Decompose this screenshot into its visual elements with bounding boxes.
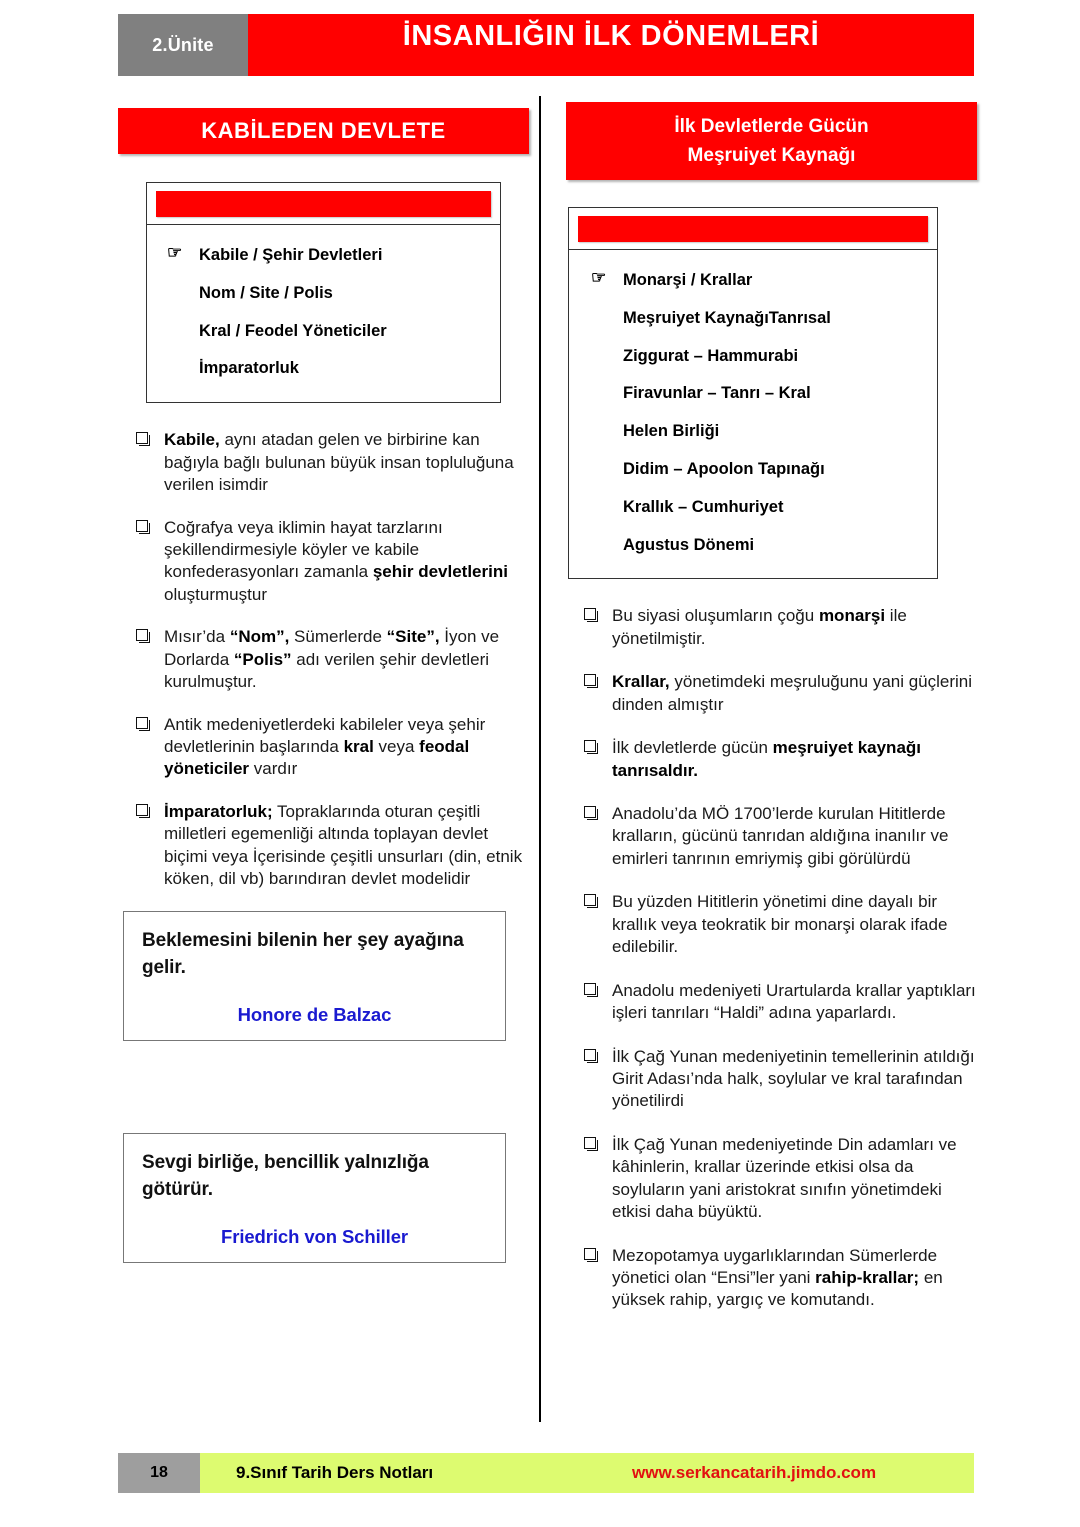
list-item-label: Nom / Site / Polis: [199, 283, 333, 302]
bullet-text: Antik medeniyetlerdeki kabileler veya şehir devletlerinin başlarında kral veya feodal yöneticiler vardır: [164, 714, 486, 779]
right-section-banner: [566, 102, 977, 180]
left-box-red-bar: [156, 191, 491, 217]
right-bullet-list: [566, 605, 978, 1312]
bullet-item: [566, 891, 978, 958]
list-item-label: Helen Birliği: [623, 422, 720, 441]
list-item-label: Agustus Dönemi: [623, 535, 755, 554]
quote-author: Friedrich von Schiller: [221, 1225, 408, 1247]
unit-badge: 2.Ünite: [118, 14, 248, 76]
bullet-text: İlk Çağ Yunan medeniyetinde Din adamları ve kâhinlerin, krallar üzerinde etkisi olsa da soyluların yani aristokrat sınıfın yönetimdeki etkisi daha büyüktü.: [612, 1134, 957, 1222]
checkbox-bullet-icon: [584, 806, 596, 818]
bullet-item: [566, 803, 978, 870]
quote-spacer: [118, 1041, 530, 1133]
list-item-label: Meşruiyet KaynağıTanrısal: [623, 308, 831, 327]
checkbox-bullet-icon: [136, 432, 148, 444]
checkbox-bullet-icon: [136, 804, 148, 816]
list-item: [155, 237, 492, 275]
right-column: [566, 102, 978, 1333]
checkbox-bullet-icon: [584, 894, 596, 906]
bullet-item: [118, 429, 530, 496]
bullet-text: Mısır’da “Nom”, Sümerlerde “Site”, İyon ve Dorlarda “Polis” adı verilen şehir devletleri kurulmuştur.: [164, 627, 500, 692]
column-divider: [539, 96, 541, 1422]
bullet-text: Bu yüzden Hititlerin yönetimi dine dayalı bir krallık veya teokratik bir monarşi olarak ifade edilebilir.: [612, 892, 948, 957]
right-banner-line-1: İlk Devletlerde Gücün: [674, 115, 869, 137]
bullet-text: Krallar, yönetimdeki meşruluğunu yani güçlerini dinden almıştır: [612, 672, 973, 714]
checkbox-bullet-icon: [584, 608, 596, 620]
pointing-hand-icon: ☞: [591, 268, 607, 287]
bullet-item: [118, 801, 530, 891]
list-item: [577, 489, 929, 527]
list-item: [577, 375, 929, 413]
list-item: [577, 338, 929, 376]
right-box-red-bar: [578, 216, 928, 242]
quote-box: [123, 1133, 506, 1263]
bullet-text: Coğrafya veya iklimin hayat tarzlarını şekillendirmesiyle köyler ve kabile konfederasyonları zamanla şehir devletlerini oluşturmuştur: [164, 517, 508, 604]
bullet-text: Bu siyasi oluşumların çoğu monarşi ile yönetilmiştir.: [612, 606, 907, 648]
bullet-item: [118, 714, 530, 781]
list-item: [155, 350, 492, 388]
list-item: [577, 451, 929, 489]
quote-text: Beklemesini bilenin her şey ayağına gelir.: [142, 929, 464, 978]
bullet-item: [566, 1245, 978, 1312]
list-item: [577, 413, 929, 451]
bullet-item: [566, 671, 978, 716]
checkbox-bullet-icon: [584, 1248, 596, 1260]
list-item: [155, 313, 492, 351]
bullet-item: [566, 737, 978, 782]
left-section-banner: KABİLEDEN DEVLETE: [118, 108, 529, 154]
bullet-item: [118, 517, 530, 607]
list-item-label: Monarşi / Krallar: [623, 271, 753, 289]
list-item-label: Ziggurat – Hammurabi: [623, 346, 799, 365]
page-footer: [118, 1453, 974, 1493]
footer-bar: [200, 1453, 974, 1493]
list-item-label: Kabile / Şehir Devletleri: [199, 246, 383, 264]
right-concept-box: [568, 207, 938, 579]
checkbox-bullet-icon: [136, 629, 148, 641]
bullet-text: İlk devletlerde gücün meşruiyet kaynağı tanrısaldır.: [612, 738, 922, 780]
bullet-text: Anadolu medeniyeti Urartularda krallar yaptıkları işleri tanrıları “Haldi” adına yaparlardı.: [612, 980, 976, 1023]
footer-url[interactable]: www.serkancatarih.jimdo.com: [632, 1463, 877, 1482]
bullet-text: İlk Çağ Yunan medeniyetinin temellerinin atıldığı Girit Adası’nda halk, soylular ve kral tarafından yönetilirdi: [612, 1046, 975, 1111]
bullet-item: [118, 626, 530, 693]
footer-title: 9.Sınıf Tarih Ders Notları: [236, 1463, 434, 1482]
list-item-label: Firavunlar – Tanrı – Kral: [623, 384, 811, 403]
right-box-redbar-container: [569, 208, 937, 250]
right-box-item-list: [569, 250, 937, 578]
left-bullet-list: [118, 429, 530, 890]
checkbox-bullet-icon: [584, 674, 596, 686]
quote-box: [123, 911, 506, 1041]
checkbox-bullet-icon: [584, 740, 596, 752]
right-banner-line-2: Meşruiyet Kaynağı: [687, 145, 856, 166]
left-column: [118, 108, 530, 1263]
left-concept-box: [146, 182, 501, 403]
bullet-item: [566, 1134, 978, 1224]
bullet-item: [566, 605, 978, 650]
list-item: [577, 527, 929, 565]
bullet-text: Mezopotamya uygarlıklarından Sümerlerde yönetici olan “Ensi”ler yani rahip-krallar; en yüksek rahip, yargıç ve komutandı.: [612, 1245, 943, 1310]
bullet-text: Kabile, aynı atadan gelen ve birbirine kan bağıyla bağlı bulunan büyük insan topluluğuna verilen isimdir: [164, 430, 514, 495]
quote-author: Honore de Balzac: [237, 1003, 392, 1025]
list-item: [577, 300, 929, 338]
pointing-hand-icon: ☞: [167, 243, 183, 262]
bullet-item: [566, 1046, 978, 1113]
checkbox-bullet-icon: [136, 520, 148, 532]
page-title: İNSANLIĞIN İLK DÖNEMLERİ: [248, 14, 974, 76]
left-box-item-list: [147, 225, 500, 402]
left-box-redbar-container: [147, 183, 500, 225]
bullet-text: Anadolu’da MÖ 1700’lerde kurulan Hititlerde kralların, gücünü tanrıdan aldığına inanılır ve emirleri tanrının emriymiş gibi görülürdü: [612, 804, 949, 868]
checkbox-bullet-icon: [584, 983, 596, 995]
bullet-text: İmparatorluk; Topraklarında oturan çeşitli milletleri egemenliği altında toplayan devlet biçimi veya İçerisinde çeşitli unsurları (din, etnik köken, dil vb) barındıran devlet modelidir: [164, 801, 523, 889]
list-item: [577, 262, 929, 300]
list-item-label: Krallık – Cumhuriyet: [623, 497, 784, 516]
list-item-label: Didim – Apoolon Tapınağı: [623, 459, 825, 478]
list-item-label: Kral / Feodel Yöneticiler: [199, 321, 387, 340]
bullet-item: [566, 980, 978, 1025]
list-item: [155, 275, 492, 313]
checkbox-bullet-icon: [584, 1137, 596, 1149]
quote-text: Sevgi birliğe, bencillik yalnızlığa götürür.: [142, 1151, 429, 1200]
list-item-label: İmparatorluk: [199, 359, 299, 378]
checkbox-bullet-icon: [136, 717, 148, 729]
checkbox-bullet-icon: [584, 1049, 596, 1061]
page-number: 18: [118, 1453, 200, 1493]
page-header: [118, 14, 974, 76]
